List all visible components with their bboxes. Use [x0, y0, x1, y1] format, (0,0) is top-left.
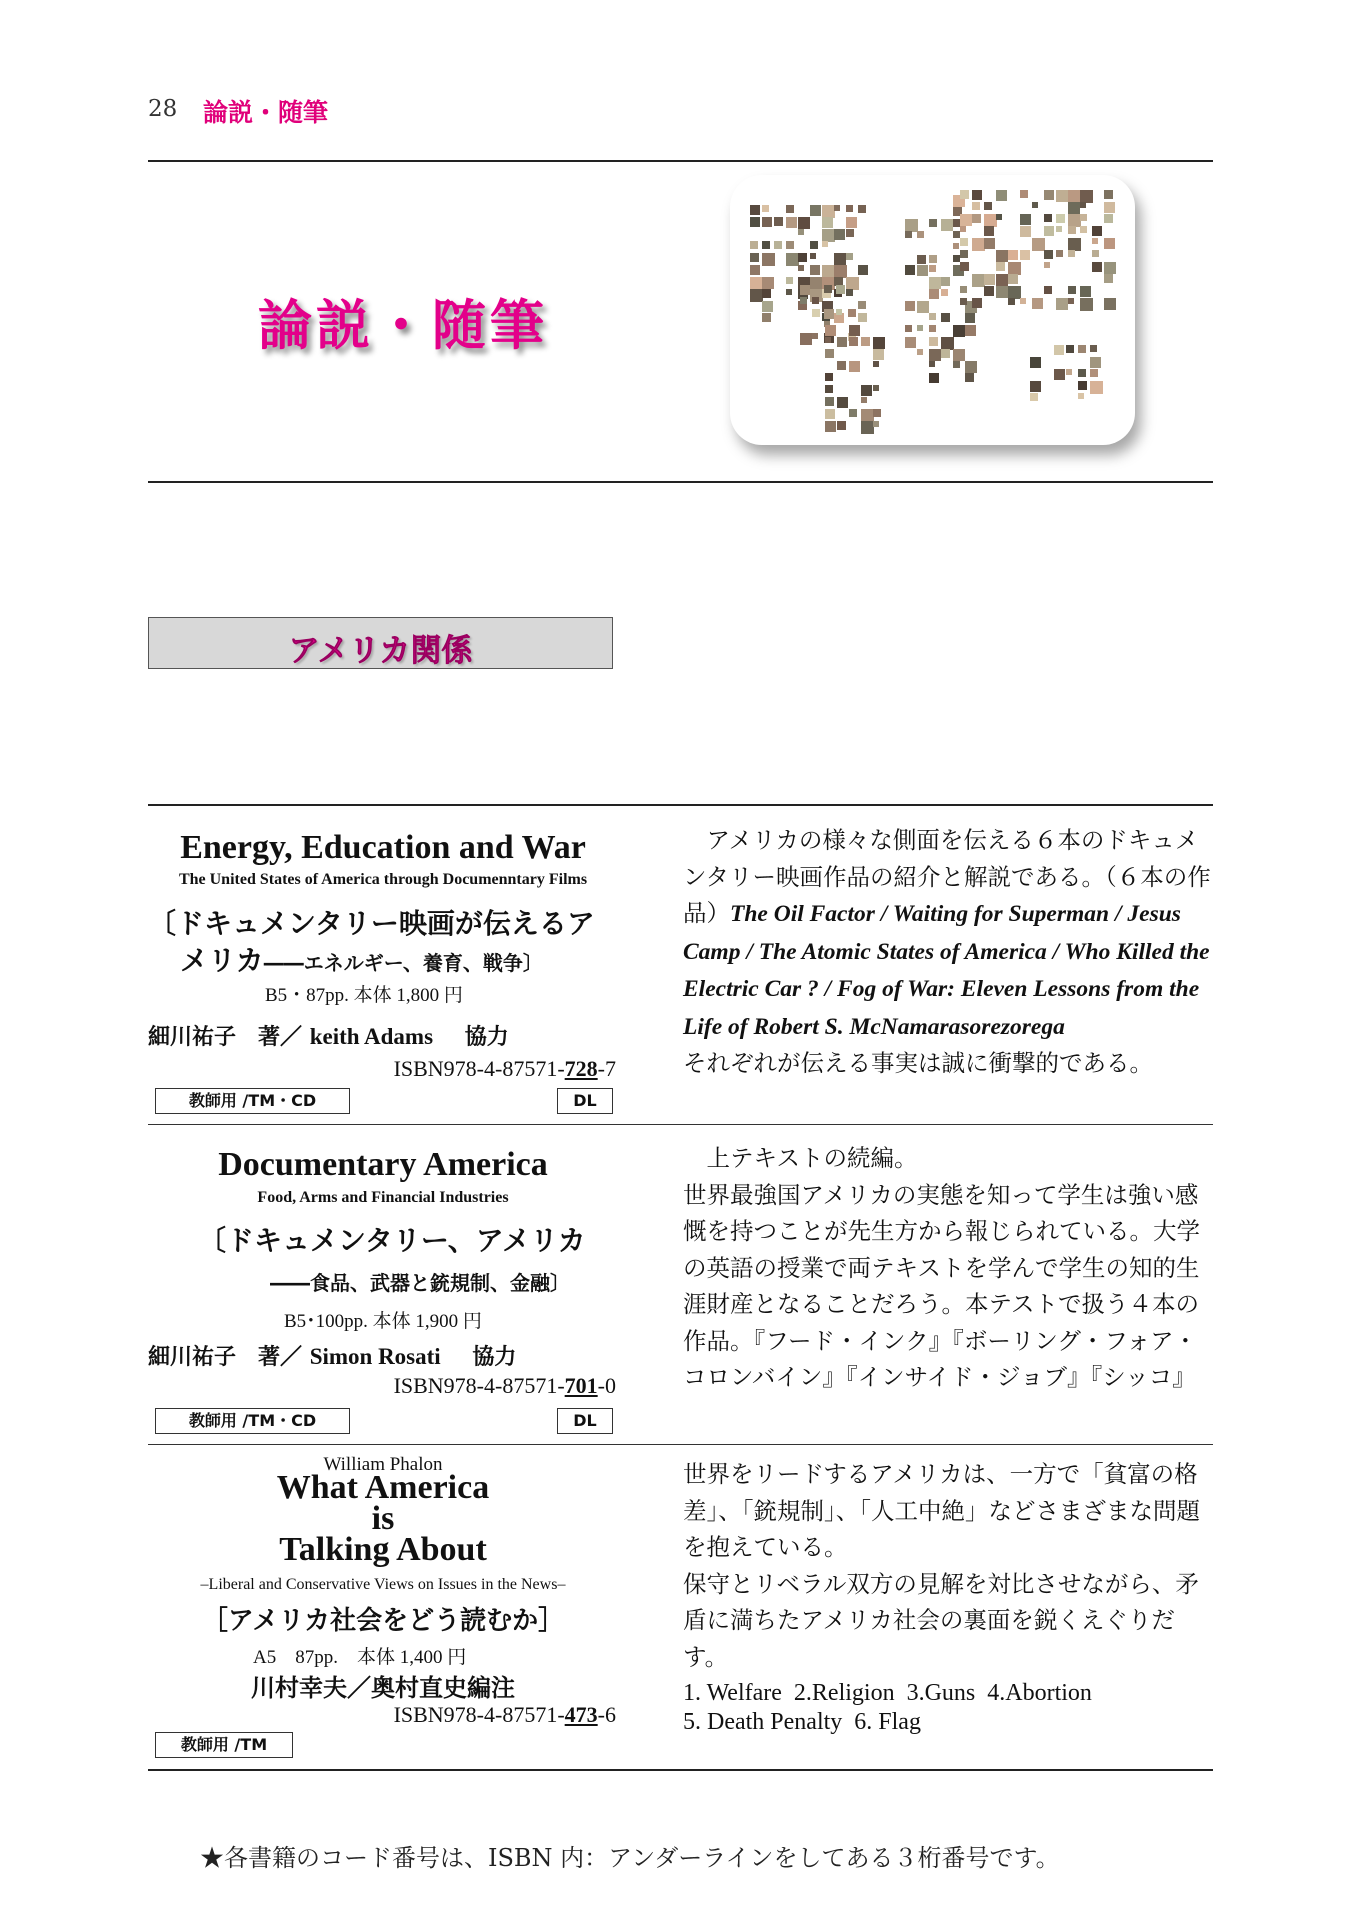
book1-description — [683, 822, 1215, 1082]
photo-tile — [996, 190, 1007, 201]
photo-tile — [965, 361, 977, 373]
photo-tile — [1020, 298, 1026, 304]
photo-tile — [917, 265, 928, 276]
book1-desc-lead: アメリカの様々な側面を伝える６本のドキュメンタリー映画作品の紹介と解説である。（６本の作品） — [683, 826, 1211, 927]
photo-tile — [837, 337, 847, 347]
photo-tile — [1056, 226, 1062, 232]
book3-topics-line1: 1. Welfare 2.Religion 3.Guns 4.Abortion — [683, 1680, 1092, 1706]
photo-tile — [1078, 369, 1086, 377]
photo-tile — [1032, 238, 1045, 251]
photo-tile — [836, 309, 842, 315]
banner-bottom-rule — [148, 481, 1213, 483]
photo-tile — [824, 285, 832, 293]
photo-tile — [786, 277, 793, 284]
book3-editors: 川村幸夫／奥村直史編注 — [251, 1674, 515, 1702]
photo-tile — [1044, 286, 1052, 294]
book3-top-rule — [148, 1444, 1213, 1445]
book1-desc-end: それぞれが伝える事実は誠に衝撃的である。 — [683, 1049, 1153, 1077]
book1-jp-title-line2b: ――エネルギー、養育、戦争〕 — [263, 951, 543, 975]
book2-isbn-prefix: ISBN978-4-87571- — [393, 1373, 565, 1398]
photo-tile — [905, 337, 916, 348]
book1-author — [148, 1020, 618, 1051]
photo-tile — [984, 226, 994, 236]
photo-tile — [960, 190, 969, 199]
photo-tile — [834, 253, 846, 265]
book3-desc-p1: 世界をリードするアメリカは、一方で「貧富の格差」、「銃規制」、「人工中絶」などさまざまな問題を抱えている。 — [683, 1460, 1200, 1561]
photo-tile — [822, 229, 835, 242]
book2-teacher-tag: 教師用 /TM・CD — [155, 1408, 350, 1434]
photo-tile — [822, 265, 834, 277]
photo-tile — [846, 217, 857, 228]
book2-jp-title-line2: ――食品、武器と銃規制、金融〕 — [270, 1271, 570, 1295]
book3-en-title-2: is — [371, 1500, 395, 1537]
photo-tile — [834, 277, 843, 286]
photo-tile — [786, 205, 794, 213]
photo-tile — [1066, 345, 1074, 353]
photo-tile — [836, 285, 845, 294]
photo-tile — [858, 205, 866, 213]
photo-tile — [798, 265, 804, 271]
photo-tile — [1056, 214, 1065, 223]
photo-tile — [1090, 381, 1103, 394]
photo-tile — [1068, 238, 1081, 251]
photo-tile — [858, 313, 867, 322]
photo-tile — [1044, 190, 1054, 200]
photo-tile — [1104, 214, 1113, 223]
photo-tile — [1092, 262, 1102, 272]
running-title: 論説・随筆 — [203, 98, 329, 127]
photo-tile — [1008, 262, 1021, 275]
photo-tile — [984, 238, 995, 249]
book2-description — [683, 1140, 1215, 1396]
photo-tile — [822, 205, 835, 218]
photo-tile — [1044, 226, 1054, 236]
book3-isbn — [148, 1702, 616, 1728]
photo-tile — [1080, 298, 1093, 311]
photo-tile — [750, 241, 758, 249]
photo-tile — [750, 253, 759, 262]
photo-tile — [1104, 202, 1115, 213]
photo-tile — [996, 214, 1002, 220]
photo-tile — [837, 361, 846, 370]
section-title: 論説・随筆 — [258, 294, 548, 357]
photo-tile — [762, 289, 771, 298]
photo-tile — [1080, 286, 1091, 297]
photo-tile — [812, 333, 818, 339]
photo-tile — [762, 253, 775, 266]
photo-tile — [825, 385, 833, 393]
book3-isbn-suffix: -6 — [597, 1702, 616, 1727]
photo-tile — [941, 289, 948, 296]
photo-tile — [846, 277, 859, 290]
book1-jp-title-line2a: メリカ — [180, 944, 264, 977]
photo-tile — [996, 274, 1008, 286]
photo-tile — [1080, 226, 1087, 233]
photo-tile — [846, 205, 853, 212]
photo-tile — [972, 238, 985, 251]
photo-tile — [762, 313, 771, 322]
photo-tile — [996, 262, 1005, 271]
photo-tile — [984, 274, 995, 285]
book2-top-rule — [148, 1124, 1213, 1125]
category-label: アメリカ関係 — [288, 633, 473, 669]
photo-tile — [798, 253, 807, 262]
photo-tile — [800, 333, 812, 345]
photo-tile — [1092, 250, 1099, 257]
photo-tile — [861, 421, 874, 434]
book1-desc-films: The Oil Factor / Waiting for Superman / Jesus Camp / The Atomic States of America / Who Killed the Electric Car ? / Fog of War: Eleven Lessons from the Life of Robert S. McNamarasorezorega — [683, 901, 1210, 1040]
photo-tile — [1068, 298, 1074, 304]
photo-tile — [905, 231, 912, 238]
photo-tile — [953, 361, 960, 368]
book2-desc-lead: 上テキストの続編。 — [706, 1144, 918, 1172]
book1-collab-label: 協力 — [464, 1025, 509, 1050]
photo-tile — [972, 214, 981, 223]
photo-tile — [953, 325, 965, 337]
photo-tile — [810, 241, 818, 249]
photo-tile — [960, 286, 967, 293]
photo-tile — [800, 297, 807, 304]
photo-tile — [1044, 250, 1053, 259]
photo-tile — [953, 349, 965, 361]
photo-tile — [873, 337, 885, 349]
photo-tile — [1068, 226, 1076, 234]
book2-isbn-suffix: -0 — [597, 1373, 616, 1398]
photo-tile — [846, 253, 853, 260]
photo-tile — [873, 361, 879, 367]
photo-tile — [1104, 190, 1113, 199]
book1-isbn-code: 728 — [564, 1056, 598, 1081]
photo-tile — [837, 421, 846, 430]
photo-tile — [929, 219, 937, 227]
photo-tile — [810, 205, 821, 216]
photo-tile — [861, 409, 874, 422]
photo-tile — [858, 265, 868, 275]
photo-tile — [858, 301, 866, 309]
photo-tile — [929, 325, 936, 332]
photo-tile — [1068, 250, 1075, 257]
photo-tile — [762, 301, 773, 312]
book1-jp-title-line2 — [180, 942, 650, 982]
book1-teacher-tag: 教師用 /TM・CD — [155, 1088, 350, 1114]
photo-tile — [1020, 226, 1031, 237]
photo-tile — [861, 397, 867, 403]
photo-tile — [750, 277, 763, 290]
photo-tile — [929, 373, 939, 383]
photo-tile — [810, 253, 816, 259]
photo-tile — [1030, 393, 1038, 401]
book3-author-top: William Phalon — [323, 1454, 443, 1475]
book1-isbn-prefix: ISBN978-4-87571- — [393, 1056, 565, 1081]
photo-tile — [953, 243, 959, 249]
photo-tile — [1090, 369, 1098, 377]
book3-isbn-prefix: ISBN978-4-87571- — [393, 1702, 565, 1727]
photo-tile — [762, 205, 769, 212]
book3-spec: A5 87pp. 本体 1,400 円 — [253, 1647, 467, 1668]
photo-tile — [905, 219, 918, 232]
photo-tile — [849, 337, 858, 346]
photo-tile — [798, 217, 810, 229]
photo-tile — [786, 241, 794, 249]
photo-tile — [1032, 298, 1043, 309]
book1-isbn-suffix: -7 — [597, 1056, 616, 1081]
photo-tile — [1054, 345, 1064, 355]
photo-tile — [1104, 298, 1116, 310]
photo-tile — [953, 255, 960, 262]
photo-tile — [1080, 214, 1087, 221]
photo-tile — [822, 217, 833, 228]
book1-dl-tag: DL — [557, 1088, 613, 1114]
photo-tile — [825, 337, 831, 343]
photo-tile — [960, 214, 972, 226]
photo-tile — [929, 277, 941, 289]
photo-tile — [825, 421, 836, 432]
photo-tile — [846, 229, 854, 237]
photo-tile — [786, 217, 797, 228]
photo-tile — [905, 325, 912, 332]
photo-tile — [965, 313, 975, 323]
photo-tile — [812, 309, 820, 317]
photo-tile — [941, 337, 954, 350]
photo-tile — [750, 265, 760, 275]
photo-tile — [972, 298, 982, 308]
photo-tile — [1044, 214, 1052, 222]
photo-tile — [917, 349, 923, 355]
book1-en-title: Energy, Education and War — [180, 829, 586, 866]
book2-collaborator: Simon Rosati — [309, 1344, 441, 1369]
world-map-photo-collage — [730, 175, 1135, 445]
book1-en-subtitle: The United States of America through Documenntary Films — [178, 871, 588, 888]
list-bottom-rule — [148, 1769, 1213, 1771]
book2-collab-label: 協力 — [472, 1345, 517, 1370]
book3-teacher-tag: 教師用 /TM — [155, 1732, 293, 1758]
photo-tile — [960, 298, 967, 305]
category-heading — [148, 617, 613, 669]
photo-tile — [1044, 262, 1050, 268]
photo-tile — [1008, 286, 1021, 299]
photo-tile — [750, 289, 763, 302]
photo-tile — [1020, 250, 1030, 260]
photo-tile — [965, 373, 974, 382]
photo-tile — [1080, 202, 1086, 208]
footnote: ★各書籍のコード番号は、ISBN 内：アンダーラインをしてある３桁番号です。 — [200, 1844, 1060, 1872]
photo-tile — [786, 253, 799, 266]
photo-tile — [917, 301, 929, 313]
photo-tile — [812, 297, 819, 304]
photo-tile — [873, 385, 879, 391]
photo-tile — [849, 409, 857, 417]
photo-tile — [1008, 274, 1018, 284]
photo-tile — [1068, 190, 1080, 202]
photo-tile — [1056, 250, 1063, 257]
photo-tile — [960, 226, 966, 232]
photo-tile — [825, 373, 833, 381]
photo-tile — [1066, 369, 1072, 375]
photo-tile — [1020, 214, 1031, 225]
book3-description — [683, 1456, 1215, 1737]
book3-en-title-3: Talking About — [279, 1531, 487, 1568]
photo-tile — [1030, 357, 1041, 368]
book3-en-subtitle: –Liberal and Conservative Views on Issues in the News– — [200, 1576, 566, 1593]
book3-isbn-code: 473 — [564, 1702, 598, 1727]
photo-tile — [834, 205, 840, 211]
photo-tile — [1056, 190, 1068, 202]
book3-desc-p2: 保守とリベラル双方の見解を対比させながら、矛盾に満ちたアメリカ社会の裏面を鋭くえぐりだす。 — [683, 1569, 1199, 1671]
photo-tile — [941, 277, 950, 286]
photo-tile — [1104, 238, 1115, 249]
book3-jp-title: ［アメリカ社会をどう読むか］ — [201, 1606, 565, 1636]
book1-author-name: 細川祐子 著／ — [148, 1025, 303, 1050]
photo-tile — [953, 219, 961, 227]
photo-tile — [873, 409, 881, 417]
photo-tile — [849, 325, 860, 336]
photo-tile — [1104, 274, 1113, 283]
photo-tile — [825, 349, 834, 358]
photo-tile — [905, 265, 915, 275]
photo-tile — [774, 217, 783, 226]
photo-tile — [953, 231, 960, 238]
photo-tile — [984, 214, 997, 227]
photo-tile — [1068, 202, 1080, 214]
photo-tile — [1090, 345, 1097, 352]
photo-tile — [822, 241, 828, 247]
photo-tile — [762, 217, 772, 227]
photo-tile — [929, 313, 936, 320]
photo-tile — [972, 274, 985, 287]
book3-en-title-1: What America — [276, 1469, 490, 1506]
photo-tile — [1030, 381, 1041, 392]
photo-tile — [972, 190, 982, 200]
photo-tile — [1078, 393, 1084, 399]
photo-tile — [750, 205, 760, 215]
photo-tile — [1078, 345, 1086, 353]
photo-tile — [774, 241, 782, 249]
photo-tile — [917, 255, 926, 264]
photo-tile — [1080, 190, 1093, 203]
book1-collaborator: keith Adams — [309, 1024, 434, 1049]
photo-tile — [846, 289, 853, 296]
photo-tile — [762, 241, 770, 249]
photo-tile — [810, 277, 823, 290]
photo-tile — [917, 325, 923, 331]
photo-tile — [1078, 381, 1087, 390]
photo-tile — [929, 289, 939, 299]
photo-tile — [929, 337, 938, 346]
photo-tile — [825, 409, 835, 419]
photo-tile — [762, 277, 774, 289]
photo-tile — [873, 421, 879, 427]
photo-tile — [960, 238, 968, 246]
photo-tile — [786, 289, 792, 295]
photo-tile — [861, 385, 872, 396]
page-number: 28 — [148, 96, 178, 122]
photo-tile — [873, 349, 884, 360]
photo-tile — [905, 301, 915, 311]
photo-tile — [1090, 357, 1101, 368]
photo-tile — [929, 349, 941, 361]
photo-tile — [1092, 238, 1098, 244]
book2-spec: B5･100pp. 本体 1,900 円 — [284, 1311, 482, 1332]
photo-tile — [1092, 226, 1102, 236]
photo-tile — [984, 286, 994, 296]
book2-isbn-code: 701 — [564, 1373, 598, 1398]
photo-tile — [960, 250, 968, 258]
photo-tile — [1104, 262, 1116, 274]
world-map-image — [730, 175, 1135, 445]
book2-jp-title-line1: 〔ドキュメンタリー、アメリカ — [198, 1224, 586, 1257]
header-rule — [148, 160, 1213, 162]
photo-tile — [798, 229, 804, 235]
photo-tile — [929, 255, 937, 263]
photo-tile — [929, 265, 936, 272]
photo-tile — [1008, 298, 1015, 305]
book2-author — [148, 1340, 618, 1371]
photo-tile — [941, 349, 950, 358]
photo-tile — [834, 229, 845, 240]
photo-tile — [960, 262, 969, 271]
book2-en-subtitle: Food, Arms and Financial Industries — [257, 1189, 509, 1206]
photo-tile — [1056, 298, 1068, 310]
photo-tile — [941, 219, 953, 231]
photo-tile — [1020, 190, 1028, 198]
photo-tile — [861, 337, 870, 346]
book2-dl-tag: DL — [557, 1408, 613, 1434]
photo-tile — [965, 325, 976, 336]
photo-tile — [837, 397, 848, 408]
photo-tile — [810, 265, 820, 275]
book2-desc-body: 世界最強国アメリカの実態を知って学生は強い感慨を持つことが先生方から報じられている。大学の英語の授業で両テキストを学んで学生の知的生涯財産となることだろう。本テストで扱う４本の作品。『フード・インク』『ボーリング・フォア・コロンバイン』『インサイド・ジョブ』『シッコ』 — [683, 1180, 1200, 1391]
photo-tile — [917, 231, 924, 238]
book2-en-title: Documentary America — [218, 1146, 548, 1183]
photo-tile — [996, 286, 1008, 298]
photo-tile — [972, 202, 980, 210]
photo-tile — [848, 309, 856, 317]
photo-tile — [825, 325, 836, 336]
photo-tile — [996, 250, 1008, 262]
book1-top-rule — [148, 804, 1213, 806]
photo-tile — [929, 361, 935, 367]
photo-tile — [824, 309, 834, 319]
book1-jp-title-line1: 〔ドキュメンタリー映画が伝えるア — [148, 907, 595, 940]
book1-isbn — [148, 1056, 616, 1082]
photo-tile — [800, 285, 810, 295]
photo-tile — [1054, 369, 1065, 380]
book2-isbn — [148, 1373, 616, 1399]
photo-tile — [1008, 250, 1018, 260]
photo-tile — [1032, 202, 1038, 208]
photo-tile — [984, 202, 992, 210]
photo-tile — [849, 361, 860, 372]
photo-tile — [750, 217, 760, 227]
photo-tile — [941, 313, 950, 322]
photo-tile — [825, 397, 834, 406]
photo-tile — [1068, 286, 1076, 294]
book3-topics-line2: 5. Death Penalty 6. Flag — [683, 1709, 921, 1735]
photo-tile — [834, 265, 847, 278]
photo-tile — [1068, 214, 1081, 227]
book2-author-name: 細川祐子 著／ — [148, 1345, 303, 1370]
book1-spec: B5・87pp. 本体 1,800 円 — [265, 985, 463, 1006]
